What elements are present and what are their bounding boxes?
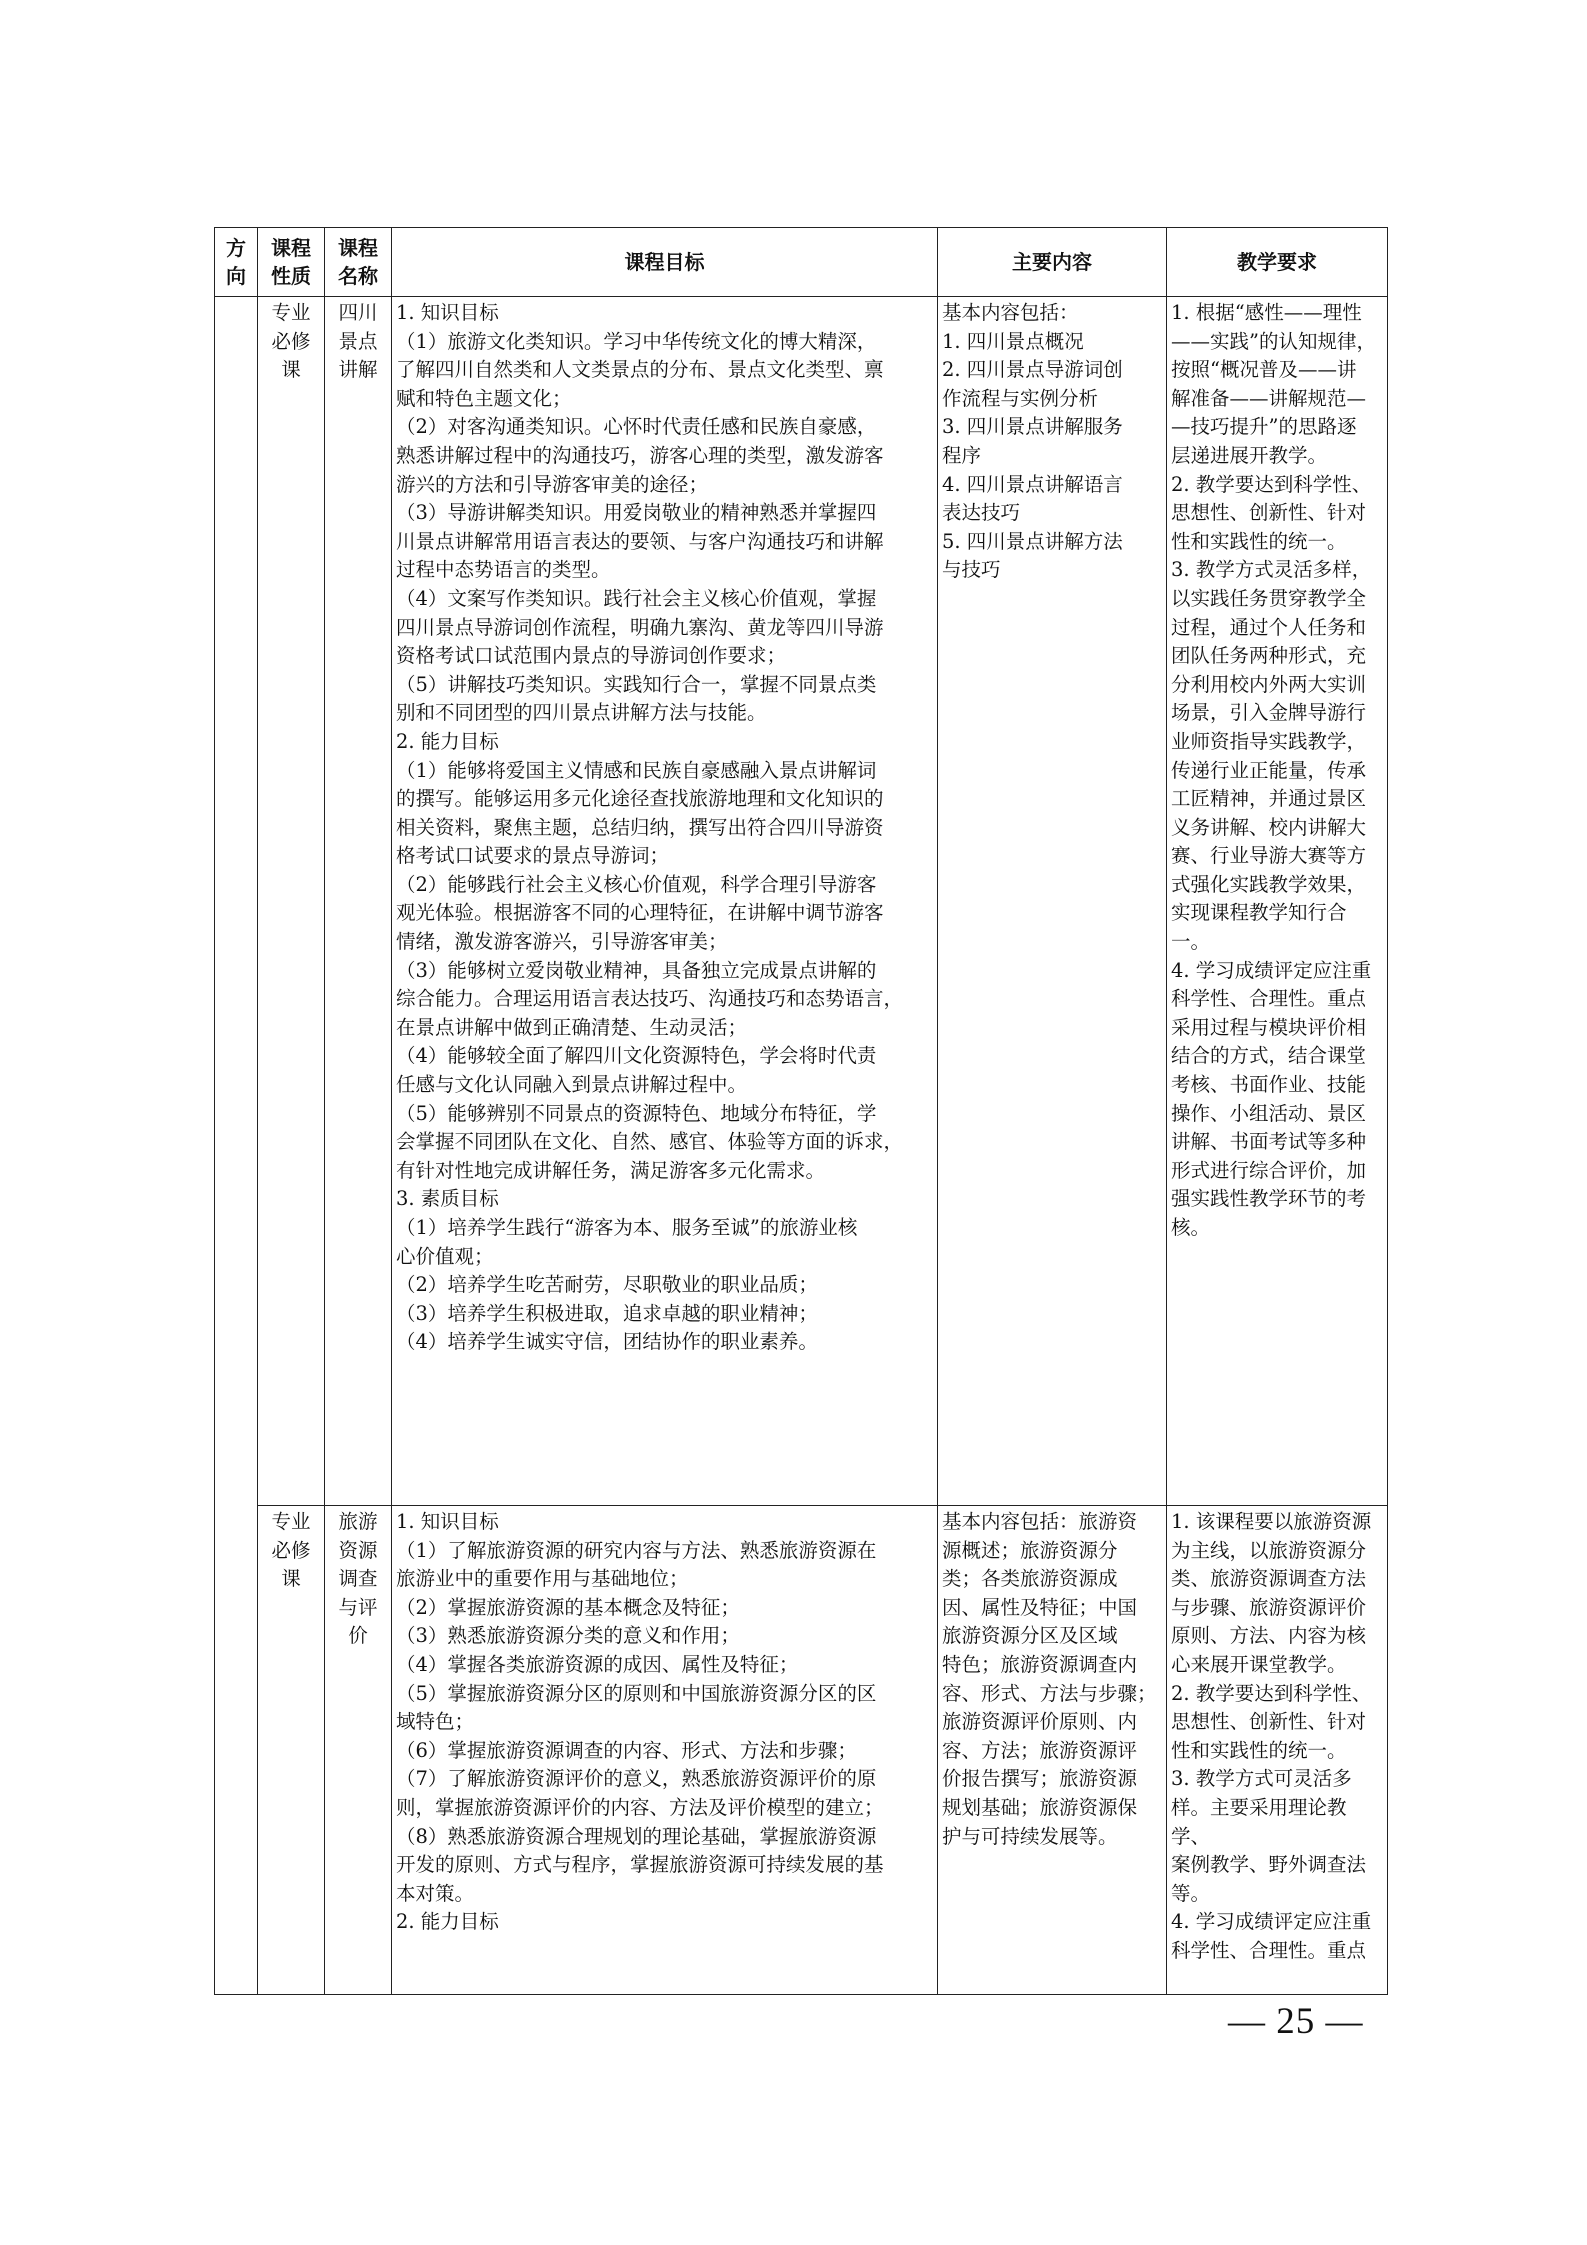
main-content-cell: 基本内容包括： 1. 四川景点概况 2. 四川景点导游词创 作流程与实例分析 3. 四川景点讲解服务 程序 4. 四川景点讲解语言 表达技巧 5. 四川景点讲解方法 与技巧	[938, 297, 1167, 1506]
course-table	[214, 227, 1388, 1995]
header-course-name: 课程 名称	[325, 228, 392, 297]
course-goals-cell: 1. 知识目标 （1）了解旅游资源的研究内容与方法、熟悉旅游资源在 旅游业中的重要作用与基础地位； （2）掌握旅游资源的基本概念及特征； （3）熟悉旅游资源分类的意义和作用； （4）掌握各类旅游资源的成因、属性及特征； （5）掌握旅游资源分区的原则和中国旅游资源分区的区 域特色； （6）掌握旅游资源调查的内容、形式、方法和步骤； （7）了解旅游资源评价的意义，熟悉旅游资源评价的原 则，掌握旅游资源评价的内容、方法及评价模型的建立； （8）熟悉旅游资源合理规划的理论基础，掌握旅游资源 开发的原则、方式与程序，掌握旅游资源可持续发展的基 本对策。 2. 能力目标	[392, 1506, 938, 1995]
table-header-row	[215, 228, 1388, 297]
course-name-cell: 旅游 资源 调查 与评 价	[325, 1506, 392, 1995]
header-main-content: 主要内容	[938, 228, 1167, 297]
header-direction: 方 向	[215, 228, 258, 297]
teaching-requirements-cell: 1. 根据“感性——理性 ——实践”的认知规律， 按照“概况普及——讲 解准备——讲解规范— —技巧提升”的思路逐 层递进展开教学。 2. 教学要达到科学性、 思想性、创新性、针对 性和实践性的统一。 3. 教学方式灵活多样， 以实践任务贯穿教学全 过程，通过个人任务和 团队任务两种形式，充 分利用校内外两大实训 场景，引入金牌导游行 业师资指导实践教学， 传递行业正能量，传承 工匠精神，并通过景区 义务讲解、校内讲解大 赛、行业导游大赛等方 式强化实践教学效果， 实现课程教学知行合 一。 4. 学习成绩评定应注重 科学性、合理性。重点 采用过程与模块评价相 结合的方式，结合课堂 考核、书面作业、技能 操作、小组活动、景区 讲解、书面考试等多种 形式进行综合评价，加 强实践性教学环节的考 核。	[1167, 297, 1388, 1506]
header-course-goals: 课程目标	[392, 228, 938, 297]
course-nature-cell: 专业 必修 课	[258, 1506, 325, 1995]
main-content-cell: 基本内容包括：旅游资 源概述；旅游资源分 类；各类旅游资源成 因、属性及特征；中国 旅游资源分区及区域 特色；旅游资源调查内 容、形式、方法与步骤； 旅游资源评价原则、内 容、方法；旅游资源评 价报告撰写；旅游资源 规划基础；旅游资源保 护与可持续发展等。	[938, 1506, 1167, 1995]
course-nature-cell: 专业 必修 课	[258, 297, 325, 1506]
table-row	[215, 297, 1388, 1506]
teaching-requirements-cell: 1. 该课程要以旅游资源 为主线，以旅游资源分 类、旅游资源调查方法 与步骤、旅游资源评价 原则、方法、内容为核 心来展开课堂教学。 2. 教学要达到科学性、 思想性、创新性、针对 性和实践性的统一。 3. 教学方式可灵活多 样。主要采用理论教学、 案例教学、野外调查法 等。 4. 学习成绩评定应注重 科学性、合理性。重点	[1167, 1506, 1388, 1995]
course-goals-cell: 1. 知识目标 （1）旅游文化类知识。学习中华传统文化的博大精深， 了解四川自然类和人文类景点的分布、景点文化类型、禀 赋和特色主题文化； （2）对客沟通类知识。心怀时代责任感和民族自豪感， 熟悉讲解过程中的沟通技巧，游客心理的类型，激发游客 游兴的方法和引导游客审美的途径； （3）导游讲解类知识。用爱岗敬业的精神熟悉并掌握四 川景点讲解常用语言表达的要领、与客户沟通技巧和讲解 过程中态势语言的类型。 （4）文案写作类知识。践行社会主义核心价值观，掌握 四川景点导游词创作流程，明确九寨沟、黄龙等四川导游 资格考试口试范围内景点的导游词创作要求； （5）讲解技巧类知识。实践知行合一，掌握不同景点类 别和不同团型的四川景点讲解方法与技能。 2. 能力目标 （1）能够将爱国主义情感和民族自豪感融入景点讲解词 的撰写。能够运用多元化途径查找旅游地理和文化知识的 相关资料，聚焦主题，总结归纳，撰写出符合四川导游资 格考试口试要求的景点导游词； （2）能够践行社会主义核心价值观，科学合理引导游客 观光体验。根据游客不同的心理特征，在讲解中调节游客 情绪，激发游客游兴，引导游客审美； （3）能够树立爱岗敬业精神，具备独立完成景点讲解的 综合能力。合理运用语言表达技巧、沟通技巧和态势语言， 在景点讲解中做到正确清楚、生动灵活； （4）能够较全面了解四川文化资源特色，学会将时代责 任感与文化认同融入到景点讲解过程中。 （5）能够辨别不同景点的资源特色、地域分布特征，学 会掌握不同团队在文化、自然、感官、体验等方面的诉求， 有针对性地完成讲解任务，满足游客多元化需求。 3. 素质目标 （1）培养学生践行“游客为本、服务至诚”的旅游业核 心价值观； （2）培养学生吃苦耐劳，尽职敬业的职业品质； （3）培养学生积极进取，追求卓越的职业精神； （4）培养学生诚实守信，团结协作的职业素养。	[392, 297, 938, 1506]
header-teaching-requirements: 教学要求	[1167, 228, 1388, 297]
page-number: — 25 —	[1228, 2001, 1364, 2042]
header-course-nature: 课程 性质	[258, 228, 325, 297]
course-name-cell: 四川 景点 讲解	[325, 297, 392, 1506]
direction-cell	[215, 297, 258, 1995]
table-row	[215, 1506, 1388, 1995]
